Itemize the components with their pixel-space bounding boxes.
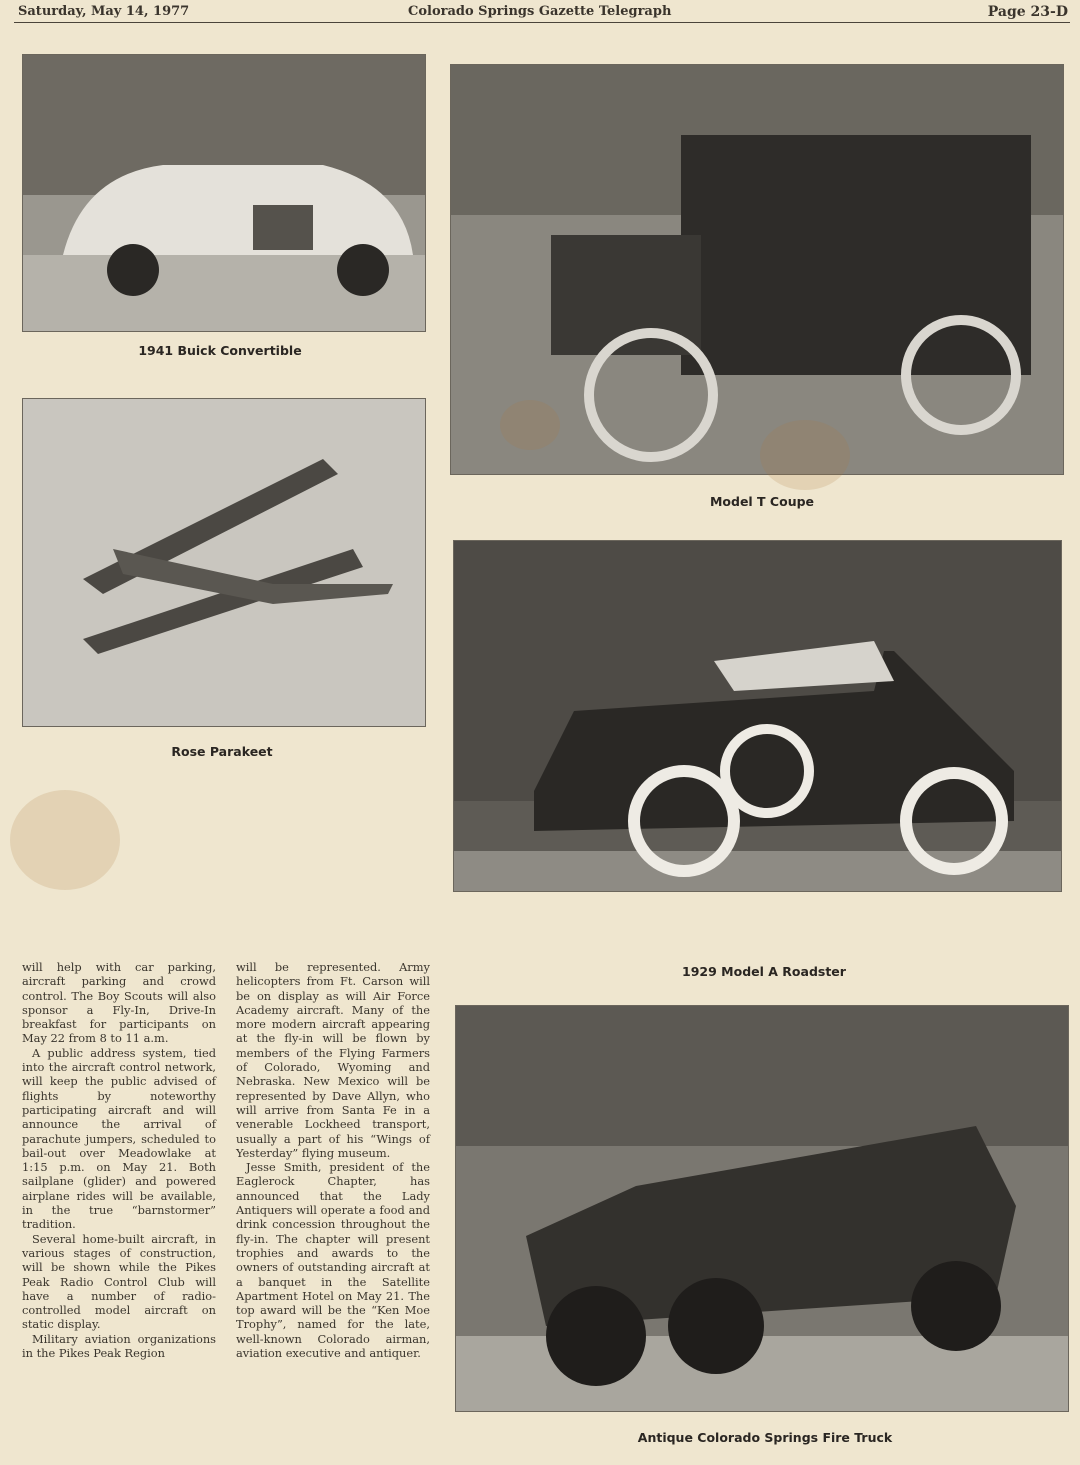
header-date: Saturday, May 14, 1977 bbox=[18, 4, 190, 19]
photo-rose-parakeet bbox=[22, 398, 426, 727]
caption-model-a: 1929 Model A Roadster bbox=[682, 964, 846, 979]
header-rule bbox=[14, 22, 1070, 23]
paragraph: Several home-built aircraft, in various stages of construction, will be shown while the Pikes Peak Radio Control Club will have a number of radio-controlled model aircraft on static display. bbox=[22, 1231, 216, 1332]
caption-model-t: Model T Coupe bbox=[709, 494, 815, 509]
paragraph: Military aviation organizations in the Pikes Peak Region bbox=[22, 1331, 216, 1361]
header-page: Page 23-D bbox=[987, 4, 1068, 20]
photo-fire-truck bbox=[455, 1005, 1069, 1412]
header-paper: Colorado Springs Gazette Telegraph bbox=[408, 4, 672, 19]
article-column-1 bbox=[22, 960, 216, 1360]
paragraph: Jesse Smith, president of the Eaglerock Chapter, has announced that the Lady Antiquers will operate a food and drink concession throughout the fly-in. The chapter will present trophies and awards to the owners of outstanding aircraft at a banquet in the Satellite Apartment Hotel on May 21. The top award will be the “Ken Moe Trophy”, named for the late, well-known Colorado airman, aviation executive and antiquer. bbox=[236, 1160, 430, 1361]
photo-model-a bbox=[453, 540, 1062, 892]
paper-stain bbox=[500, 400, 560, 450]
caption-rose-parakeet: Rose Parakeet bbox=[171, 744, 273, 759]
paper-stain bbox=[10, 790, 120, 890]
paper-stain bbox=[760, 420, 850, 490]
paragraph: will be represented. Army helicopters from Ft. Carson will be on display as will Air Force Academy aircraft. Many of the more modern aircraft appearing at the fly-in will be flown by members of the Flying Farmers of Colorado, Wyoming and Nebraska. New Mexico will be represented by Dave Allyn, who will arrive from Santa Fe in a venerable Lockheed transport, usually a part of his “Wings of Yesterday” flying museum. bbox=[236, 960, 430, 1160]
paragraph: A public address system, tied into the aircraft control network, will keep the public advised of flights by noteworthy participating aircraft and will announce the arrival of parachute jumpers, scheduled to bail-out over Meadowlake at 1:15 p.m. on May 21. Both sailplane (glider) and powered airplane rides will be available, in the true “barnstormer” tradition. bbox=[22, 1045, 216, 1232]
caption-buick: 1941 Buick Convertible bbox=[138, 343, 302, 358]
paragraph: will help with car parking, aircraft parking and crowd control. The Boy Scouts will also sponsor a Fly-In, Drive-In breakfast for participants on May 22 from 8 to 11 a.m. bbox=[22, 960, 216, 1046]
photo-buick bbox=[22, 54, 426, 332]
article-column-2 bbox=[236, 960, 430, 1360]
caption-fire-truck: Antique Colorado Springs Fire Truck bbox=[637, 1430, 893, 1445]
